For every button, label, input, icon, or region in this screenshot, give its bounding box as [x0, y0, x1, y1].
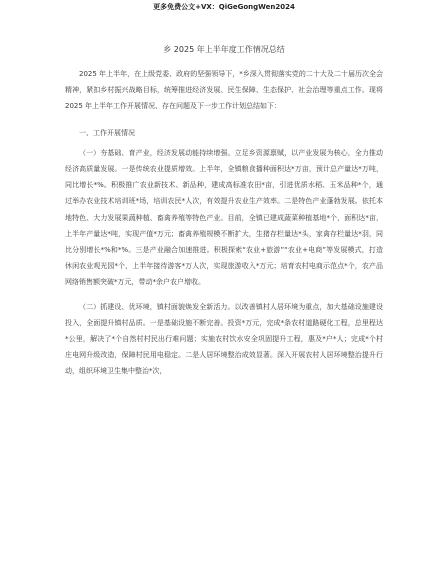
section-heading: 一、工作开展情况 — [79, 128, 135, 137]
page-header: 更多免费公文+VX：QiGeGongWen2024 — [153, 3, 295, 11]
intro-paragraph: 2025 年上半年，在上级党委、政府的坚强领导下，*乡深入贯彻落实党的二十大及二十届历次全会精神，紧扣乡村振兴战略目标，统筹推进经济发展、民生保障、生态保护、社会治理等重点工作。现将 2025 年上半年工作开展情况、存在问题及下一步工作计划总结如下： — [65, 70, 383, 111]
body-paragraph: （一）夯基础、育产业，经济发展动能持续增强。立足乡资源禀赋，以产业发展为核心，全力推动经济高质量发展。一是传统农业提质增效。上半年，全镇粮食播种面积达*万亩，预计总产量达*万吨，同比增长*%。积极推广农业新技术、新品种，建成高标准农田*亩，引进优质水稻、玉米品种*个，通过举办农业技术培训班*场，培训农民*人次，有效提升农业生产效率。二是特色产业蓬勃发展。依托本地特色、大力发展果蔬种植、畜禽养殖等特色产业。目前，全镇已建成蔬菜种植基地*个，面积达*亩，上半年产量达*吨，实现产值*万元；畜禽养殖规模不断扩大，生猪存栏量达*头，家禽存栏量达*羽，同比分别增长*%和*%。三是产业融合加速推进。积极探索“农业+旅游”“农业+电商”等发展模式，打造休闲农业观光园*个，上半年接待游客*万人次，实现旅游收入*万元；培育农村电商示范点*个，农产品网络销售额突破*万元，带动*余户农户增收。 — [65, 148, 383, 287]
body-paragraph: （二）抓建设、优环境，镇村面貌焕发全新活力。以改善镇村人居环境为重点，加大基础设施建设投入，全面提升镇村品质。一是基础设施不断完善。投资*万元，完成*条农村道路硬化工程，总里程达*公里，解决了*个自然村村民出行难问题；实施农村饮水安全巩固提升工程，惠及*户*人；完成*个村庄电网升级改造，保障村民用电稳定。二是人居环境整治成效显著。深入开展农村人居环境整治提升行动，组织环境卫生集中整治*次， — [65, 302, 383, 376]
document-body — [65, 66, 383, 380]
document-title: 乡 2025 年上半年度工作情况总结 — [163, 45, 285, 54]
